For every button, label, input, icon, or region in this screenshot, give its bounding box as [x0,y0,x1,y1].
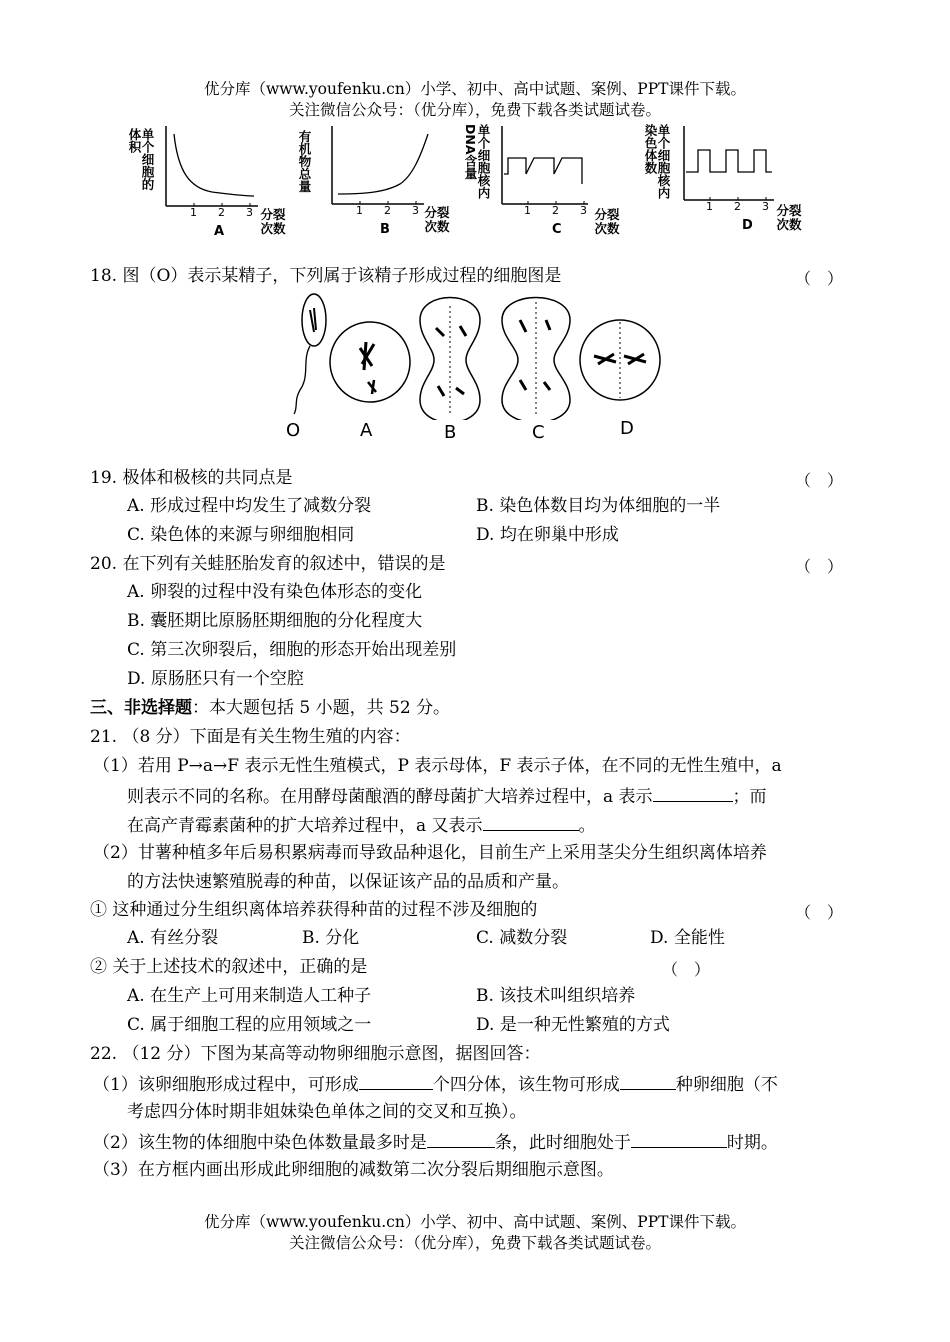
q19-stem: 19. 极体和极核的共同点是 [90,468,293,488]
graph-c-curve [504,158,582,184]
cell-label-o: O [286,420,301,441]
q22-part1-text-c: 种卵细胞（不 [675,1075,778,1095]
q18-stem: 18. 图（O）表示某精子，下列属于该精子形成过程的细胞图是 [90,266,562,286]
q21-stem: 21. （8 分）下面是有关生物生殖的内容： [90,727,411,747]
q21-part1-line1: （1）若用 P→a→F 表示无性生殖模式，P 表示母体，F 表示子体，在不同的无性生殖中，a [93,756,782,776]
q22-blank-2[interactable] [620,1071,676,1090]
q21-part2-line1: （2）甘薯种植多年后易积累病毒而导致品种退化，目前生产上采用茎尖分生组织离体培养 [93,843,767,863]
q21-sub2-option-a: A. 在生产上可用来制造人工种子 [127,986,372,1006]
q21-part2-line2: 的方法快速繁殖脱毒的种苗，以保证该产品的品质和产量。 [127,872,569,892]
graph-a-name: A [214,224,225,239]
q20-option-a: A. 卵裂的过程中没有染色体形态的变化 [127,582,423,602]
header-line-2: 关注微信公众号：（优分库），免费下载各类试题试卷。 [288,101,661,119]
q21-sub2-answer-paren: （ ） [662,960,711,979]
graph-a-tick-3: 3 [246,206,253,219]
q18-cell-figure [280,290,670,450]
graph-a [128,122,288,240]
q21-blank-2[interactable] [483,812,579,831]
q20-option-d: D. 原肠胚只有一个空腔 [127,669,304,689]
q22-part2-text-c: 时期。 [726,1133,778,1153]
graph-a-curve [174,134,254,196]
q22-part1-line2: 考虑四分体时期非姐妹染色单体之间的交叉和互换）。 [127,1102,527,1122]
cell-a [330,322,410,402]
graph-c [464,122,634,240]
graph-b-tick-3: 3 [412,204,419,217]
q21-sub1-option-a: A. 有丝分裂 [127,928,219,948]
q22-blank-4[interactable] [631,1129,727,1148]
graph-d-name: D [742,218,753,233]
q19-option-b: B. 染色体数目均为体细胞的一半 [476,496,721,516]
graph-c-tick-2: 2 [552,204,559,217]
footer-line-2: 关注微信公众号：（优分库），免费下载各类试题试卷。 [288,1234,661,1252]
cell-d [580,320,660,400]
section-3-heading [90,696,450,720]
q19-option-d: D. 均在卵巢中形成 [476,525,619,545]
q20-option-b: B. 囊胚期比原肠胚期细胞的分化程度大 [127,611,423,631]
graph-b-name: B [380,222,390,237]
q21-sub2-option-c: C. 属于细胞工程的应用领域之一 [127,1015,372,1035]
q21-sub1-option-b: B. 分化 [302,928,360,948]
graph-d-curve [686,150,772,172]
graph-b-ylabel: 有机物总量 [297,130,312,193]
q19-option-c: C. 染色体的来源与卵细胞相同 [127,525,355,545]
graphs-row [128,122,828,242]
q21-sub1-option-d: D. 全能性 [650,928,725,948]
q21-part1-line2-text: 则表示不同的名称。在用酵母菌酿酒的酵母菌扩大培养过程中，a 表示 [127,787,653,807]
q21-part1-line3-end: 。 [578,816,596,836]
q21-blank-1[interactable] [653,783,733,802]
q21-part1-line2 [127,783,767,809]
graph-d-ylabel: 单个细胞核内染色体数 [643,124,671,199]
graph-b-tick-2: 2 [384,204,391,217]
graph-c-name: C [552,222,562,237]
graph-a-tick-1: 1 [190,206,197,219]
q22-blank-1[interactable] [359,1071,433,1090]
q19-option-a: A. 形成过程中均发生了减数分裂 [127,496,372,516]
cell-c [502,298,570,421]
cell-b [420,298,480,421]
graph-a-xlabel: 分裂次数 [260,207,286,236]
cell-label-a: A [360,420,373,441]
q21-sub2-option-d: D. 是一种无性繁殖的方式 [476,1015,670,1035]
q22-stem: 22. （12 分）下图为某高等动物卵细胞示意图，据图回答： [90,1044,541,1064]
q21-sub1-answer-paren: （ ） [795,903,844,922]
q21-sub1-option-c: C. 减数分裂 [476,928,568,948]
q22-part2-text-b: 条，此时细胞处于 [494,1133,631,1153]
q22-blank-3[interactable] [427,1129,495,1148]
q22-part1-line1 [93,1071,778,1097]
graph-c-ylabel: 单个细胞核内DNA含量 [463,124,491,199]
graph-b [296,122,456,240]
graph-b-curve [338,134,428,194]
header-line-1: 优分库（www.youfenku.cn）小学、初中、高中试题、案例、PPT课件下载。 [203,80,747,98]
graph-d-tick-2: 2 [734,200,741,213]
graph-c-tick-1: 1 [524,204,531,217]
q19-answer-paren: （ ） [795,471,844,490]
cell-label-b: B [444,422,457,443]
q20-answer-paren: （ ） [795,557,844,576]
q22-part2-text-a: （2）该生物的体细胞中染色体数量最多时是 [93,1133,427,1153]
q21-part1-line2-end: ；而 [732,787,767,807]
cell-o-sperm [294,294,326,414]
cell-label-d: D [620,418,634,439]
q21-part1-line3 [127,812,596,838]
graph-a-ylabel: 单个细胞的体积 [127,128,155,191]
section-3-title: 三、非选择题 [90,698,192,718]
footer-line-1: 优分库（www.youfenku.cn）小学、初中、高中试题、案例、PPT课件下载。 [203,1213,747,1231]
q20-stem: 20. 在下列有关蛙胚胎发育的叙述中，错误的是 [90,554,446,574]
section-3-desc: ：本大题包括 5 小题，共 52 分。 [192,698,451,718]
q22-part2 [93,1129,778,1155]
q18-answer-paren: （ ） [795,269,844,288]
q21-sub2-stem: ② 关于上述技术的叙述中，正确的是 [90,957,368,977]
q22-part1-text-b: 个四分体，该生物可形成 [432,1075,620,1095]
q22-part1-text-a: （1）该卵细胞形成过程中，可形成 [93,1075,359,1095]
graph-d-tick-1: 1 [706,200,713,213]
q21-sub1-stem: ① 这种通过分生组织离体培养获得种苗的过程不涉及细胞的 [90,900,538,920]
graph-d [644,122,828,240]
graph-b-xlabel: 分裂次数 [424,205,450,234]
graph-a-tick-2: 2 [218,206,225,219]
graph-d-tick-3: 3 [762,200,769,213]
graph-d-xlabel: 分裂次数 [776,203,802,232]
graph-c-xlabel: 分裂次数 [594,207,620,236]
graph-b-tick-1: 1 [356,204,363,217]
q20-option-c: C. 第三次卵裂后，细胞的形态开始出现差别 [127,640,457,660]
cell-label-c: C [532,422,545,443]
q21-part1-line3-text: 在高产青霉素菌种的扩大培养过程中，a 又表示 [127,816,483,836]
cell-diagrams [280,290,670,420]
q22-part3: （3）在方框内画出形成此卵细胞的减数第二次分裂后期细胞示意图。 [93,1160,614,1180]
q21-sub2-option-b: B. 该技术叫组织培养 [476,986,636,1006]
graph-c-tick-3: 3 [580,204,587,217]
